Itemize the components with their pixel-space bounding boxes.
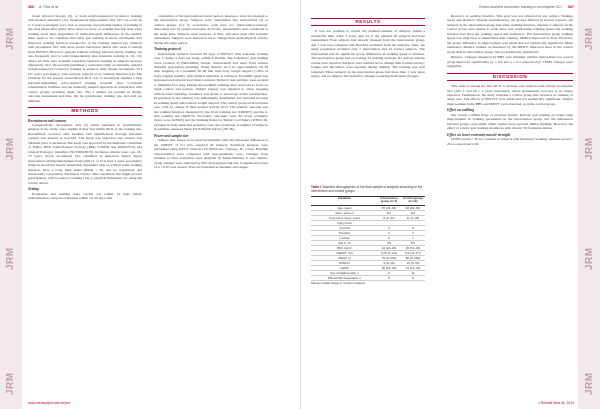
jrm-side-label: JRM <box>584 27 595 50</box>
table-cell: 25 (19–29) <box>405 245 421 250</box>
table-cell: Wheelchair dependent, n <box>327 275 362 280</box>
table-header-row <box>311 196 425 206</box>
setting-heading: Setting <box>28 187 39 192</box>
table-cell: 9 (0–16) <box>383 260 395 265</box>
right-page <box>300 0 600 409</box>
right-column-2 <box>447 14 573 147</box>
table-cell: 75 (0–230) <box>381 255 397 260</box>
left-page-number: 366 <box>28 5 34 9</box>
table-cell: 0.20 (0–0.6) <box>380 250 398 255</box>
left-column-1 <box>28 14 142 202</box>
table-cell: Lumbar <box>339 235 350 240</box>
balance-heading: Balance. <box>451 55 464 60</box>
right-column-1 <box>311 14 425 194</box>
table-cell: 5 <box>388 275 390 280</box>
table-cell: Cervical <box>339 225 350 230</box>
table-cell: 4/3 <box>386 240 392 245</box>
left-footer-url[interactable]: www.medicaljournals.se/jrm <box>28 401 70 405</box>
table-note: Data are median (range) or number of subjects. <box>311 281 366 285</box>
table-cell: 8 (2–33) <box>383 215 395 220</box>
body-paragraph: Intervention subjects received 60 days of BWSTT with Lokomat training over 3 weeks, 5 days per week, within 8 months. The Lokomat® gait training robot (version 4) (HOCOMA, Zurich, Switzerland) was used. Each session included preparation (donning, fitting harness, etc.) for approximately 20–30 min, stepping on a treadmill 20–60 min with body weight support (~40% of body weight) initially, with gradual reduction as tolerated. Treadmill speed was increased and reduced load when tolerated. Subjects' feet and hips were secured to minimize foot drag. During the treadmill walking, they were told to focus on trunk control and posture. Weight support was adjusted to allow stepping without knee buckling. Guidance was given to encourage active participation. Progression in the training was individually determined and included increase in walking speed and reduced weight support. The control group received usual care, with no change in their normal activity level. The primary outcome was the walking function, measured by the 10-m walking test (10MWT) and the 6-min walking test (6MWT). Secondary outcomes were the lower extremity motor score (LEMS) and the Walking Index for Spinal Cord Injury (WISCI II). Changes in body mass and spasticity were also evaluated. A number of subjects, in addition, assessed Short-Form Health Survey (SF-36). <box>154 51 268 132</box>
body-paragraph: It was not possible to recruit the planned number of subjects within a reasonable time. After 3 years only 24 of the planned 30 subjects had been randomized. Four subjects had already dropped from the intervention group, and 1 was non-compliant and therefore excluded from the analyses. Thus, the study population included only 7 intervention and 12 control subjects. The intervention had no significant group differences in walking speed or distance. The intervention group had on average 15 training sessions. No serious adverse events were reported. Subjects were advised not to change their normal activity; fatigue and discomfort were reported during training. The training was well tolerated. Three subjects in the intervention group had more than 1 year since injury, and no subjects had spasticity changes requiring medication changes. <box>311 29 425 78</box>
left-running-title: A. Pias et al. <box>38 5 60 9</box>
table-cell: 8 <box>412 225 414 230</box>
jrm-side-label: JRM <box>584 247 595 270</box>
body-paragraph: tional physical therapy (9), or body-weight-supported locomotor training with manual assistance (11). Spontaneous improvement after SCI can occur up to 2 years post-injury (12), and, as expected, uncontrolled studies of training in the early phase after injury show more recovery of walking function than when training starts later. Regardless of methodological differences in the studies, there seem to be consensus that early gait training in motor incomplete SCI improves walking function irrespective of the training method (6). Subjects with incomplete SCI with more severe functional deficit also seem to benefit from BWSTT. However, patients without walking function before training can also frequently start to walk independently after intensive training (1, 10, 13). There are little data available regarding intensive training in subjects severely affected by SCI. We recently published a controlled study on manually assisted weight-supported locomotor training in subjects with chronic incomplete SCI (3+ years post-injury), with severely reduced or no walking function (14). The rationale for the present observational RCT was to investigate whether a first personal-demanding robot-assisted training program after vocational rehabilitation facilities and the manually assisted approach in comparison with control groups receiving usual care. The 2 studies are parallel in design, outcome assessment and time, but the participants, training site, and staff are different. <box>28 14 142 103</box>
table-cell: Time since injury, years <box>328 215 361 220</box>
table-header-cell: Control group (n=12) <box>403 195 423 204</box>
left-margin-band <box>0 0 22 409</box>
table-cell: Thoracic <box>338 230 351 235</box>
table-cell: Use of walking aids, n <box>329 270 360 275</box>
table-cell: 31 (14–42) <box>405 265 421 270</box>
table-cell: 10 (0–16) <box>406 260 420 265</box>
jrm-side-label: JRM <box>5 27 16 50</box>
training-heading: Training protocol <box>154 47 181 52</box>
body-paragraph: Evaluation and training were carried out within 14 days before randomization, and post-evaluation within 14–30 days after <box>28 191 142 201</box>
jrm-side-label: JRM <box>5 372 16 395</box>
effect-heading: Effect on walking <box>447 108 474 113</box>
table-cell: Injury level <box>337 220 352 225</box>
right-running-head: Robot-assisted locomotor training in incomplete SCI <box>479 5 562 9</box>
body-paragraph: Our results confirm those of previous studies. Robotic gait training provided some improvement in walking parameters in the intervention group, but the differences between groups were small. Other studies have reported similar findings. However, the effect of robotic gait training in subjects with chronic SCI remains unclear. <box>447 112 573 131</box>
results-heading: RESULTS <box>311 18 425 26</box>
table-caption <box>311 186 425 194</box>
table-1 <box>311 186 425 285</box>
right-footer-citation: J Rehabil Med 46, 2014 <box>538 401 574 405</box>
body-paragraph: LEMS scores > 30 are common in subjects with functional walking, whereas scores < 20 are associated with <box>447 137 573 146</box>
body-paragraph: This study is among the first RCTs to include only subjects with chronic incomplete SCI (AIS C and D) ≥ 2 years post-injury, where spontaneous recovery is no longer expected. Furthermore, the study included a control group that received no training or usual care. The effects of BWSTT were small and not statistically significant. Similar improvement in the BBS and 6MWT were observed, as in the control group. <box>447 84 573 106</box>
jrm-side-label: JRM <box>5 137 16 160</box>
jrm-side-label: JRM <box>584 137 595 160</box>
power-heading: Power and sample size <box>154 133 189 138</box>
table-cell: 11 <box>411 270 415 275</box>
table-cell: 3 <box>388 230 390 235</box>
table-caption-text: Baseline demographics of the final sample of subjects according to the intervention and control groups <box>311 185 423 193</box>
table-cell: 24 (20–29) <box>381 245 397 250</box>
table-cell <box>377 221 401 225</box>
table-cell <box>401 221 425 225</box>
table-cell: 6/1 <box>386 210 392 215</box>
table-cell: 3 <box>412 230 414 235</box>
body-paragraph: Comparatively out-patients only (5) which sustained in posttraumatic subjects in the study, were eligible if they had within 90 m of the training site. Recruitment occurred after baseline and identification through informed consent was entered as non-SCI. The study was approved and consent was obtained prior to inclusion. The study was approved by the Regional Committee of Ethics, REK South-Eastern Norway (REK S-06039 and 2009/475-6) and ClinicalTrials.gov identifier (NCT00618670). Inclusion criteria were: age 18–70 years, motor incomplete SCI classified as American Spinal Injury Association (ASIA) Impairment Scale (AIS) C or D at least 2 years post-injury. Subjects should be mostly wheelchair dependent with or without some walking function, have a body mass index (BMI) < 30, and be cognitively and functionally cooperative. Exclusion criteria: other conditions that might prevent participation, with locomotor training (14) or physical limitations for using the robotic device. <box>28 122 142 185</box>
table-cell: 6 <box>388 270 390 275</box>
table-caption-label: Table I. <box>311 185 322 189</box>
body-paragraph: completion of the intervention/control period. Assessors were not masked to the intervention group. Subjects were randomized into intervention (I) or control groups (C), in accordance with ratio 2:1 (intervention:control). Allocation was by sealed envelopes, in blocks. Assessments were conducted at the study sites. Subjects were unaware of their allocation until after baseline assessment. Subjects were instructed not to change their usual physical activity during the study period. <box>154 14 268 45</box>
jrm-side-label: JRM <box>5 247 16 270</box>
table-header-cell: Intervention group (n=7) <box>380 195 398 204</box>
table-cell: 45 (23–64) <box>381 205 397 210</box>
left-running-head <box>28 5 59 9</box>
table-cell: BMI, kg/m² <box>337 245 352 250</box>
table-cell: 9 <box>412 275 414 280</box>
discussion-heading: DISCUSSION <box>447 73 573 81</box>
methods-heading: METHODS <box>28 107 142 115</box>
left-column-2 <box>154 14 268 171</box>
table-body <box>311 206 425 281</box>
body-paragraph: Balance. Changes measured by BBS were minimal. Neither intervention nor control group improved significantly (p = 0.9 and p = 0.2 respectively). LEMS changes were negligible. <box>447 55 574 69</box>
table-row <box>311 276 425 281</box>
table-cell: 11 (3–34) <box>406 215 420 220</box>
table-cell: 10MWT, m/s <box>336 250 353 255</box>
table-cell: Men / women <box>335 210 354 215</box>
table-cell: AIS C / D <box>338 240 351 245</box>
right-page-number: 367 <box>567 5 574 9</box>
table-cell: 0 <box>388 235 390 240</box>
table-cell: 30 (16–40) <box>381 265 397 270</box>
table-cell: 6MWT, m <box>338 255 351 260</box>
table-cell: Age, years <box>337 205 352 210</box>
table-cell: 1 <box>412 235 414 240</box>
table-cell: LEMS <box>340 265 349 270</box>
table-cell: 9/3 <box>410 210 416 215</box>
body-paragraph: Recovery of walking function. This goal was not achieved in any subject. Walking speed and distance: Despite randomization, the groups differed in several respects. All subjects in the intervention group had some walking function, whereas 3 subjects in the control group were unable to walk. Also, fast comfortable walking speed and walking function had been the walking speed and endurance. The intervention group walking speed was improved or maintained after training; 6MWT improved in most. However, the group difference in improvement was small and not statistically significant. Mean endurance distance walked, as measured by the 6MWT, improved more in the control group than in intervention group, but not statistically significant. <box>447 14 574 54</box>
table-cell: 5/7 <box>410 240 416 245</box>
right-margin-band <box>578 0 600 409</box>
jrm-side-label: JRM <box>584 372 595 395</box>
table-header-cell: Variables <box>337 195 352 200</box>
body-paragraph: Sample size, based on an expected minimal clinically important difference in the 10MWT of 0.1 m/s, required 20 subjects. Statistical analyses were performed using PASW Statistics 18 (SPSS Inc, Chicago, IL, USA). Baseline characteristics were compared with non-parametric tests. Changes from baseline to final evaluation were analysed by Mann-Whitney U test. Within-group changes were analysed by Wilcoxon signed-rank test. A significance level of p < 0.05 was chosen. Data are presented as medians and ranges. <box>154 138 268 169</box>
table-cell: 80 (0–260) <box>405 255 421 260</box>
lems-heading: Effect on lower extremity muscle strength <box>447 132 511 137</box>
table-cell: WISCI II <box>338 260 351 265</box>
table-cell: 0.21 (0–0.7) <box>404 250 422 255</box>
recovery-heading: Recovery of walking function. <box>451 14 495 18</box>
table-cell: 4 <box>388 225 390 230</box>
recruitment-heading: Recruitment and consent <box>28 118 67 123</box>
table-cell: 48 (29–63) <box>405 205 421 210</box>
